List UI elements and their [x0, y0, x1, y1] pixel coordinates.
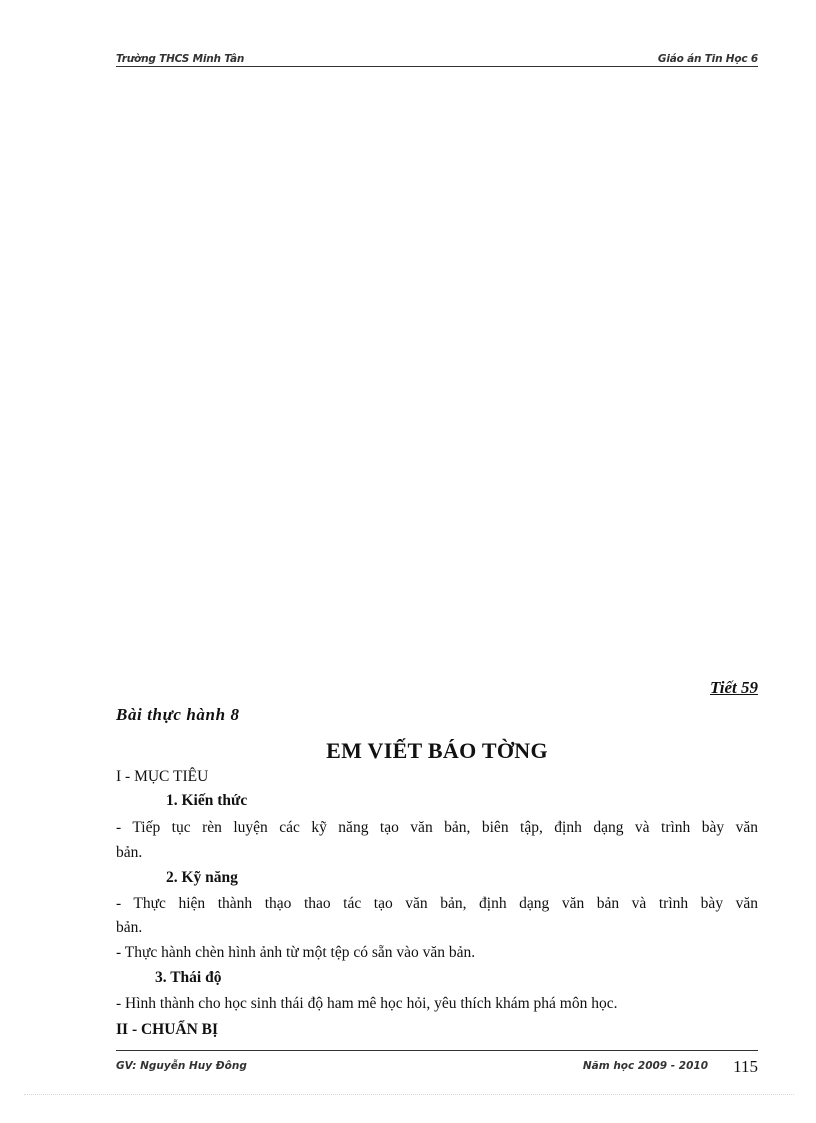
section-heading-objectives: I - MỤC TIÊU [116, 768, 209, 785]
paragraph-attitude: - Hình thành cho học sinh thái độ ham mê học hỏi, yêu thích khám phá môn học. [116, 995, 618, 1012]
section-heading-preparation: II - CHUẨN BỊ [116, 1021, 219, 1038]
header-subject: Giáo án Tin Học 6 [657, 53, 758, 65]
paragraph-skills-line3: - Thực hành chèn hình ảnh từ một tệp có sẵn vào văn bản. [116, 944, 476, 961]
footer-school-year: Năm học 2009 - 2010 [582, 1060, 708, 1072]
paragraph-skills-line2: bản. [116, 919, 143, 936]
page-header [116, 50, 758, 67]
subheading-skills: 2. Kỹ năng [166, 869, 238, 886]
paragraph-knowledge-line2: bản. [116, 844, 143, 861]
page-footer [116, 1050, 758, 1076]
paragraph-knowledge-line1: - Tiếp tục rèn luyện các kỹ năng tạo văn bản, biên tập, định dạng và trình bày văn [116, 819, 758, 836]
lesson-number: Tiết 59 [710, 678, 758, 697]
subheading-attitude: 3. Thái độ [155, 969, 222, 986]
header-school: Trường THCS Minh Tân [116, 53, 245, 65]
page-bottom-divider [24, 1094, 794, 1095]
practice-title: Bài thực hành 8 [116, 705, 240, 724]
footer-teacher: GV: Nguyễn Huy Đông [116, 1060, 247, 1072]
document-title: EM VIẾT BÁO TỜNG [326, 738, 548, 763]
paragraph-skills-line1: - Thực hiện thành thạo thao tác tạo văn bản, định dạng văn bản và trình bày văn [116, 895, 758, 912]
subheading-knowledge: 1. Kiến thức [166, 792, 248, 809]
page-number: 115 [733, 1057, 758, 1076]
